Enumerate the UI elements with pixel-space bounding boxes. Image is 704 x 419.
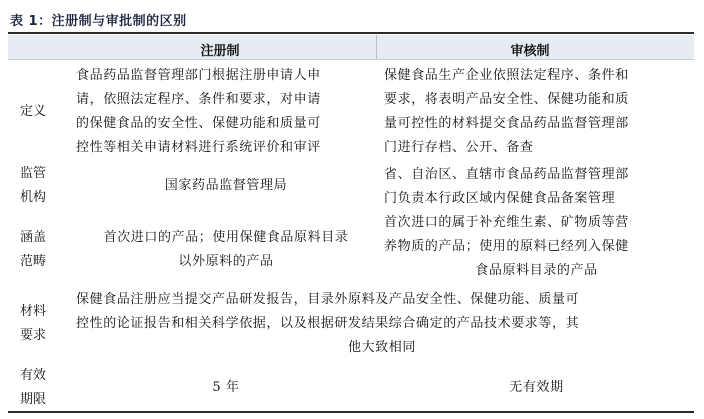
table-bottom-rule [8,411,694,413]
header-column-divider [376,35,377,59]
definition-registration: 食品药品监督管理部门根据注册申请人申 请，依照法定程序、条件和要求，对申请 的保健食品的安全性、保健功能和质量可 控性等相关申请材料进行系统评价和审评 [76,68,321,155]
scope-review: 首次进口的属于补充维生素、矿物质等营 养物质的产品；使用的原料已经列入保健 食品原料目录的产品 [384,215,629,278]
definition-review: 保健食品生产企业依照法定程序、条件和 要求，将表明产品安全性、保健功能和质 量可控性的材料提交食品药品监督管理部 门进行存档、公开、备查 [384,68,629,155]
scope-registration: 首次进口的产品；使用保健食品原料目录 以外原料的产品 [103,230,349,269]
validity-registration: 5 年 [212,380,240,395]
materials-merged: 保健食品注册应当提交产品研发报告，目录外原料及产品安全性、保健功能、质量可 控性的论证报告和相关科学依据，以及根据研发结果综合确定的产品技术要求等，其 他大致相同 [76,292,580,355]
row-label-regulator: 监管 机构 [19,166,46,205]
row-label-definition: 定义 [19,104,46,119]
header-review: 审核制 [510,44,550,59]
header-registration: 注册制 [200,44,240,59]
validity-review: 无有效期 [509,380,564,395]
table-caption: 表 1：注册制与审批制的区别 [10,14,187,29]
regulator-review: 省、自治区、直辖市食品药品监督管理部 门负责本行政区域内保健食品备案管理 [384,167,629,206]
row-label-validity: 有效 期限 [19,368,46,407]
regulator-registration: 国家药品监督管理局 [164,178,288,193]
row-label-materials: 材料 要求 [19,304,46,343]
row-label-scope: 涵盖 范畴 [19,230,46,269]
table-top-rule [8,32,694,34]
